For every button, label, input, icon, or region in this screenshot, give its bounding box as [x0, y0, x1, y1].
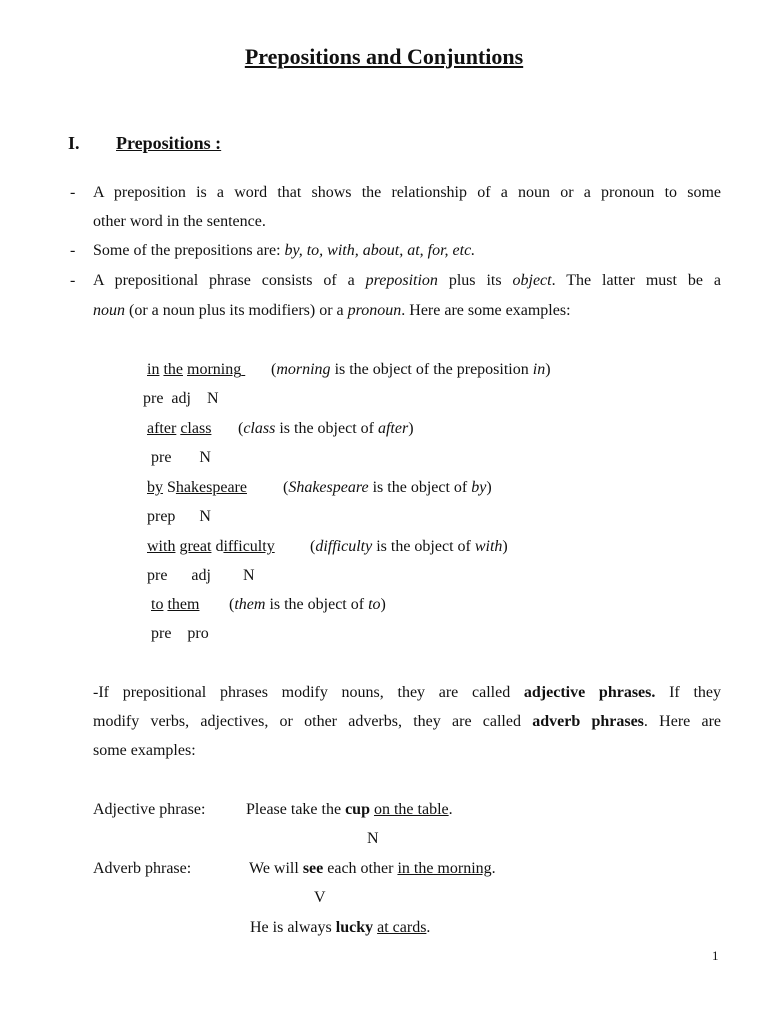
- example-tags: pre adj N: [143, 390, 219, 407]
- example-note: (class is the object of after): [238, 420, 414, 437]
- adverb-phrase-tag: V: [314, 889, 326, 906]
- bullet-3-line-1: A prepositional phrase consists of a preposition plus its object. The latter must be a: [93, 272, 721, 289]
- example-tags: prep N: [147, 508, 211, 525]
- bullet-dash: -: [70, 272, 76, 289]
- example-note: (them is the object of to): [229, 596, 386, 613]
- example-phrase: after class: [147, 420, 212, 437]
- adjective-phrase-tag: N: [367, 830, 379, 847]
- example-tags: pre adj N: [147, 567, 255, 584]
- section-title: Prepositions :: [116, 133, 222, 153]
- page-number: 1: [712, 948, 719, 963]
- example-note: (Shakespeare is the object of by): [283, 479, 492, 496]
- bullet-3-line-2: noun (or a noun plus its modifiers) or a pronoun. Here are some examples:: [93, 302, 571, 319]
- bullet-dash: -: [70, 242, 76, 259]
- bullet-1-line-2: other word in the sentence.: [93, 213, 266, 230]
- example-tags: pre pro: [151, 625, 209, 642]
- bullet-dash: -: [70, 184, 76, 201]
- example-phrase: in the morning: [147, 361, 242, 378]
- document-title: Prepositions and Conjuntions: [244, 44, 524, 69]
- adjective-phrase-label: Adjective phrase:: [93, 801, 206, 818]
- modifier-para-line-2: modify verbs, adjectives, or other adverbs, they are called adverb phrases. Here are: [93, 713, 722, 730]
- adverb-phrase-label: Adverb phrase:: [93, 860, 192, 877]
- adverb-phrase-example-2: He is always lucky at cards.: [250, 919, 431, 936]
- adjective-phrase-example: Please take the cup on the table.: [246, 801, 453, 818]
- example-note: (morning is the object of the preposition in): [271, 361, 551, 378]
- example-phrase: by Shakespeare: [147, 479, 247, 496]
- example-note: (difficulty is the object of with): [310, 538, 508, 555]
- section-number: I.: [68, 133, 80, 153]
- modifier-para-line-3: some examples:: [93, 742, 196, 759]
- adverb-phrase-example: We will see each other in the morning.: [249, 860, 496, 877]
- example-phrase: with great difficulty: [147, 538, 275, 555]
- bullet-2: Some of the prepositions are: by, to, with, about, at, for, etc.: [93, 242, 476, 259]
- modifier-para-line-1: -If prepositional phrases modify nouns, they are called adjective phrases. If they: [93, 684, 721, 701]
- example-tags: pre N: [151, 449, 211, 466]
- example-phrase: to them: [151, 596, 200, 613]
- bullet-1-line-1: A preposition is a word that shows the relationship of a noun or a pronoun to some: [93, 184, 721, 201]
